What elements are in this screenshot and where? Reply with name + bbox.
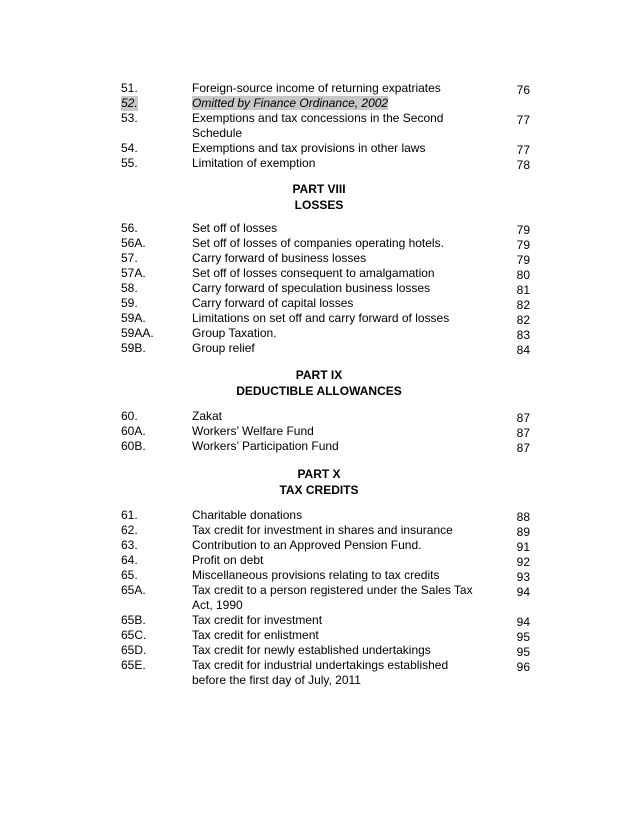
page-number: 79: [516, 253, 530, 267]
section-title: Limitations on set off and carry forward of losses: [192, 311, 450, 325]
page-number: 87: [516, 411, 530, 425]
toc-row: [0, 523, 638, 538]
section-title: Tax credit for investment: [192, 613, 323, 627]
section-title: Exemptions and tax concessions in the Second Schedule: [192, 111, 444, 140]
page-number: 89: [516, 525, 530, 539]
page-number: 79: [516, 223, 530, 237]
section-number: 65C.: [121, 628, 147, 642]
toc-row-omitted: [0, 96, 638, 111]
part-number: PART VIII: [292, 182, 346, 196]
section-number: 60B.: [121, 439, 146, 453]
toc-row: [0, 538, 638, 553]
section-number: 65E.: [121, 658, 146, 672]
section-number: 65A.: [121, 583, 146, 597]
page-number: 82: [516, 298, 530, 312]
toc-row: [0, 643, 638, 658]
section-number: 59AA.: [121, 326, 154, 340]
section-title: Miscellaneous provisions relating to tax credits: [192, 568, 440, 582]
section-number: 57.: [121, 251, 138, 265]
section-number: 59A.: [121, 311, 146, 325]
section-number: 55.: [121, 156, 138, 170]
section-number: 58.: [121, 281, 138, 295]
section-title: Foreign-source income of returning expatriates: [192, 81, 441, 95]
section-number: 59B.: [121, 341, 146, 355]
section-title: Set off of losses consequent to amalgamation: [192, 266, 435, 280]
section-title: Carry forward of speculation business losses: [192, 281, 431, 295]
toc-row: [0, 568, 638, 583]
toc-row: [0, 236, 638, 251]
page-number: 76: [516, 83, 530, 97]
page-number: 96: [516, 660, 530, 674]
page-number: 82: [516, 313, 530, 327]
section-title: Charitable donations: [192, 508, 303, 522]
toc-row: [0, 409, 638, 424]
toc-row: [0, 281, 638, 296]
part-name: DEDUCTIBLE ALLOWANCES: [236, 384, 402, 398]
toc-row: [0, 628, 638, 643]
section-number: 54.: [121, 141, 138, 155]
part-number: PART X: [297, 467, 341, 481]
section-title: Contribution to an Approved Pension Fund.: [192, 538, 422, 552]
toc-row: [0, 311, 638, 326]
section-number: 53.: [121, 111, 138, 125]
section-title: Workers’ Welfare Fund: [192, 424, 314, 438]
toc-row: [0, 658, 638, 688]
toc-row: [0, 583, 638, 613]
page-number: 83: [516, 328, 530, 342]
page-number: 95: [516, 645, 530, 659]
toc-group-tax-credits: [0, 508, 638, 688]
section-number: 65.: [121, 568, 138, 582]
toc-row: [0, 326, 638, 341]
section-number: 62.: [121, 523, 138, 537]
part-number: PART IX: [295, 368, 343, 382]
section-title: Group relief: [192, 341, 255, 355]
section-number: 56.: [121, 221, 138, 235]
section-number: 61.: [121, 508, 138, 522]
section-number: 51.: [121, 81, 138, 95]
section-title: Group Taxation.: [192, 326, 277, 340]
section-number: 57A.: [121, 266, 146, 280]
section-number: 65D.: [121, 643, 147, 657]
section-title: Workers’ Participation Fund: [192, 439, 339, 453]
page-number: 87: [516, 441, 530, 455]
toc-group-losses: [0, 221, 638, 356]
toc-row: [0, 341, 638, 356]
page-number: 93: [516, 570, 530, 584]
highlighted-title: Omitted by Finance Ordinance, 2002: [192, 96, 389, 110]
section-title: Carry forward of capital losses: [192, 296, 354, 310]
page-number: 81: [516, 283, 530, 297]
page-number: 95: [516, 630, 530, 644]
section-number: 64.: [121, 553, 138, 567]
toc-row: [0, 439, 638, 454]
page-number: 94: [516, 585, 530, 599]
toc-row: [0, 221, 638, 236]
toc-row: [0, 266, 638, 281]
toc-row: [0, 508, 638, 523]
section-title: Tax credit to a person registered under the Sales Tax Act, 1990: [192, 583, 473, 612]
part-heading: [0, 367, 638, 399]
section-title: Tax credit for industrial undertakings established before the first day of July, 2011: [192, 658, 449, 687]
part-heading: [0, 466, 638, 498]
section-number: 65B.: [121, 613, 146, 627]
section-number: 52.: [121, 96, 138, 110]
part-name: LOSSES: [294, 198, 344, 212]
toc-row: [0, 613, 638, 628]
page-number: 77: [516, 113, 530, 127]
page-number: 78: [516, 158, 530, 172]
section-number: 60.: [121, 409, 138, 423]
toc-row: [0, 296, 638, 311]
section-title: Tax credit for investment in shares and insurance: [192, 523, 453, 537]
page-number: 87: [516, 426, 530, 440]
page-number: 91: [516, 540, 530, 554]
page-number: 94: [516, 615, 530, 629]
toc-row: [0, 141, 638, 156]
section-title: Limitation of exemption: [192, 156, 316, 170]
section-title: Zakat: [192, 409, 223, 423]
toc-row: [0, 81, 638, 96]
section-title: Profit on debt: [192, 553, 264, 567]
section-title: [192, 96, 482, 111]
page-number: 84: [516, 343, 530, 357]
toc-row: [0, 111, 638, 141]
toc-row: [0, 553, 638, 568]
part-name: TAX CREDITS: [279, 483, 359, 497]
section-title: Set off of losses of companies operating hotels.: [192, 236, 444, 250]
section-title: Tax credit for enlistment: [192, 628, 319, 642]
section-title: Carry forward of business losses: [192, 251, 367, 265]
section-title: Set off of losses: [192, 221, 278, 235]
part-heading: [0, 181, 638, 213]
page-number: 80: [516, 268, 530, 282]
section-number: 60A.: [121, 424, 146, 438]
page-number: 92: [516, 555, 530, 569]
toc-group-exemptions: [0, 81, 638, 171]
toc-row: [0, 424, 638, 439]
page-number: 79: [516, 238, 530, 252]
page-number: 77: [516, 143, 530, 157]
section-title: Tax credit for newly established undertakings: [192, 643, 431, 657]
toc-row: [0, 251, 638, 266]
toc-group-allowances: [0, 409, 638, 454]
section-number: 59.: [121, 296, 138, 310]
toc-row: [0, 156, 638, 171]
section-title: Exemptions and tax provisions in other laws: [192, 141, 426, 155]
page-number: 88: [516, 510, 530, 524]
section-number: 63.: [121, 538, 138, 552]
section-number: 56A.: [121, 236, 146, 250]
